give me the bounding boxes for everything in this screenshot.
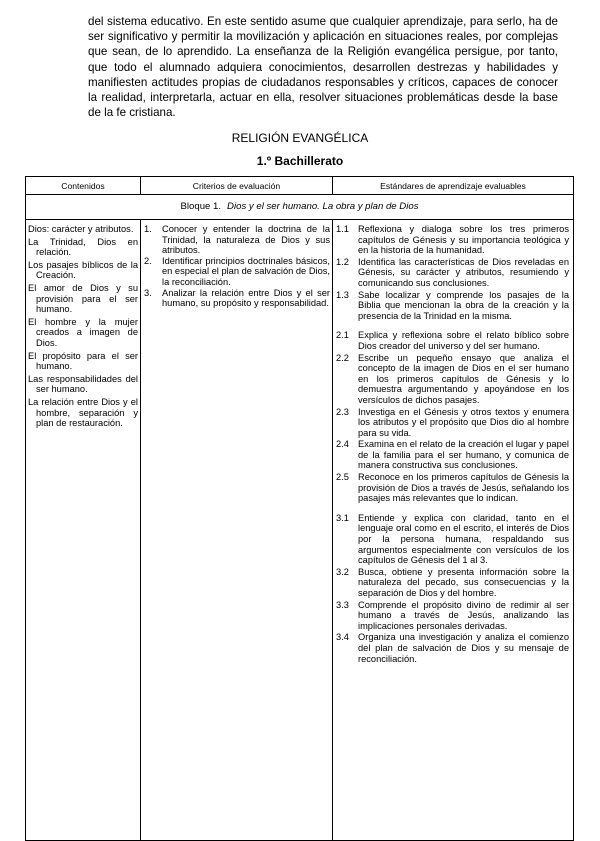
estandar-item (336, 290, 569, 322)
header-estandares: Estándares de aprendizaje evaluables (333, 177, 574, 195)
item-number: 1.1 (336, 224, 349, 234)
header-criterios: Criterios de evaluación (141, 177, 333, 195)
curriculum-table (25, 176, 574, 841)
contenido-item: Dios: carácter y atributos. (28, 224, 134, 234)
item-number: 3.3 (336, 599, 349, 610)
contenido-item: El propósito para el ser humano. (28, 350, 138, 372)
item-number: 3. (144, 287, 152, 298)
item-number: 2.3 (336, 406, 349, 417)
item-text: Examina en el relato de la creación el lugar y papel de la familia para el ser humano, y comunica de manera constructiva sus conclusiones. (358, 439, 569, 471)
section-title: RELIGIÓN EVANGÉLICA (231, 131, 369, 145)
criterio-item (144, 288, 330, 309)
estandar-item (336, 330, 569, 351)
estandares-cell (333, 220, 574, 841)
bloque-label: Bloque 1. (180, 200, 222, 212)
item-number: 2. (144, 255, 152, 266)
item-text: Identifica las características de Dios reveladas en Génesis, su carácter y atributos, resumiendo y comunicando sus conclusiones. (358, 256, 569, 288)
bloque-heading (26, 195, 574, 220)
contenidos-cell (26, 220, 141, 841)
item-text: Explica y reflexiona sobre el relato bíblico sobre Dios creador del universo y del ser humano. (358, 330, 569, 351)
group-spacer (336, 322, 569, 330)
item-text: Entiende y explica con claridad, tanto en el lenguaje oral como en el escrito, el interés de Dios por la persona humana, respaldando sus argumentos especialmente con versículos de los capítulos de Génesis del 1 al 3. (358, 512, 569, 566)
estandar-item (336, 407, 569, 439)
estandar-item (336, 353, 569, 406)
contenido-item: El amor de Dios y su provisión para el ser humano. (28, 282, 138, 315)
criterios-cell (141, 220, 333, 841)
course-title: 1.º Bachillerato (256, 154, 344, 168)
estandar-item (336, 513, 569, 566)
item-text: Comprende el propósito divino de redimir al ser humano a través de Jesús, analizando las implicaciones personales derivadas. (358, 599, 569, 631)
item-text: Identificar principios doctrinales básicos, en especial el plan de salvación de Dios, la reconciliación. (162, 255, 330, 287)
header-contenidos: Contenidos (26, 177, 141, 195)
item-text: Investiga en el Génesis y otros textos y enumera los atributos y el propósito que Dios dio al hombre para su vida. (358, 406, 569, 438)
estandar-item (336, 472, 569, 504)
item-text: Analizar la relación entre Dios y el ser humano, su propósito y responsabilidad. (162, 287, 330, 309)
criterio-item (144, 224, 330, 256)
contenido-item: El hombre y la mujer creados a imagen de Dios. (28, 316, 138, 348)
estandar-item (336, 257, 569, 289)
item-number: 1.2 (336, 256, 349, 267)
item-text: Reflexiona y dialoga sobre los tres primeros capítulos de Génesis y su importancia teológica y en la historia de la humanidad. (358, 224, 569, 256)
item-number: 3.2 (336, 566, 349, 577)
item-number: 2.2 (336, 352, 349, 363)
item-text: Organiza una investigación y analiza el comienzo del plan de salvación de Dios y su mensaje de reconciliación. (358, 632, 569, 664)
content-row (26, 220, 574, 841)
item-text: Reconoce en los primeros capítulos de Génesis la provisión de Dios a través de Jesús, señalando los pasajes más relevantes que lo indican. (358, 472, 569, 504)
item-number: 2.1 (336, 330, 349, 341)
item-number: 1.3 (336, 289, 349, 300)
item-number: 3.1 (336, 512, 349, 523)
contenido-item: La Trinidad, Dios en relación. (28, 236, 138, 258)
estandar-item (336, 600, 569, 632)
item-text: Busca, obtiene y presenta información sobre la naturaleza del pecado, sus consecuencias y la separación de Dios y del hombre. (358, 566, 569, 598)
item-text: Conocer y entender la doctrina de la Trinidad, la naturaleza de Dios y sus atributos. (162, 224, 330, 256)
bloque-name: Dios y el ser humano. La obra y plan de Dios (227, 200, 419, 212)
item-text: Sabe localizar y comprende los pasajes de la Biblia que mencionan la obra de la creación y la presencia de la Trinidad en la misma. (358, 289, 569, 321)
group-spacer (336, 505, 569, 513)
item-text: Escribe un pequeño ensayo que analiza el concepto de la imagen de Dios en el ser humano en los primeros capítulos de Génesis y lo demuestra argumentando y apoyándose en los versículos de dichos pasajes. (358, 352, 569, 405)
estandar-item (336, 439, 569, 471)
contenido-item: La relación entre Dios y el hombre, separación y plan de restauración. (28, 396, 138, 429)
estandar-item (336, 632, 569, 664)
table-header-row (26, 177, 574, 195)
item-number: 2.4 (336, 439, 349, 450)
estandar-item (336, 567, 569, 599)
estandar-item (336, 224, 569, 256)
criterio-item (144, 256, 330, 288)
contenido-item: Los pasajes bíblicos de la Creación. (28, 259, 138, 281)
bloque-row (26, 195, 574, 220)
item-number: 3.4 (336, 632, 349, 643)
item-number: 2.5 (336, 472, 349, 483)
intro-paragraph: del sistema educativo. En este sentido asume que cualquier aprendizaje, para serlo, ha de ser significativo y permitir la movilización y aplicación en situaciones reales, por complejas que sean, de lo aprendido. La enseñanza de la Religión evangélica persigue, por tanto, que todo el alumnado adquiera conocimientos, desarrollen destrezas y habilidades y manifiesten actitudes propias de ciudadanos responsables y críticos, capaces de conocer la realidad, interpretarla, actuar en ella, resolver situaciones problemáticas desde la base de la fe cristiana. (88, 15, 558, 120)
item-number: 1. (144, 224, 152, 234)
contenido-item: Las responsabilidades del ser humano. (28, 373, 138, 395)
